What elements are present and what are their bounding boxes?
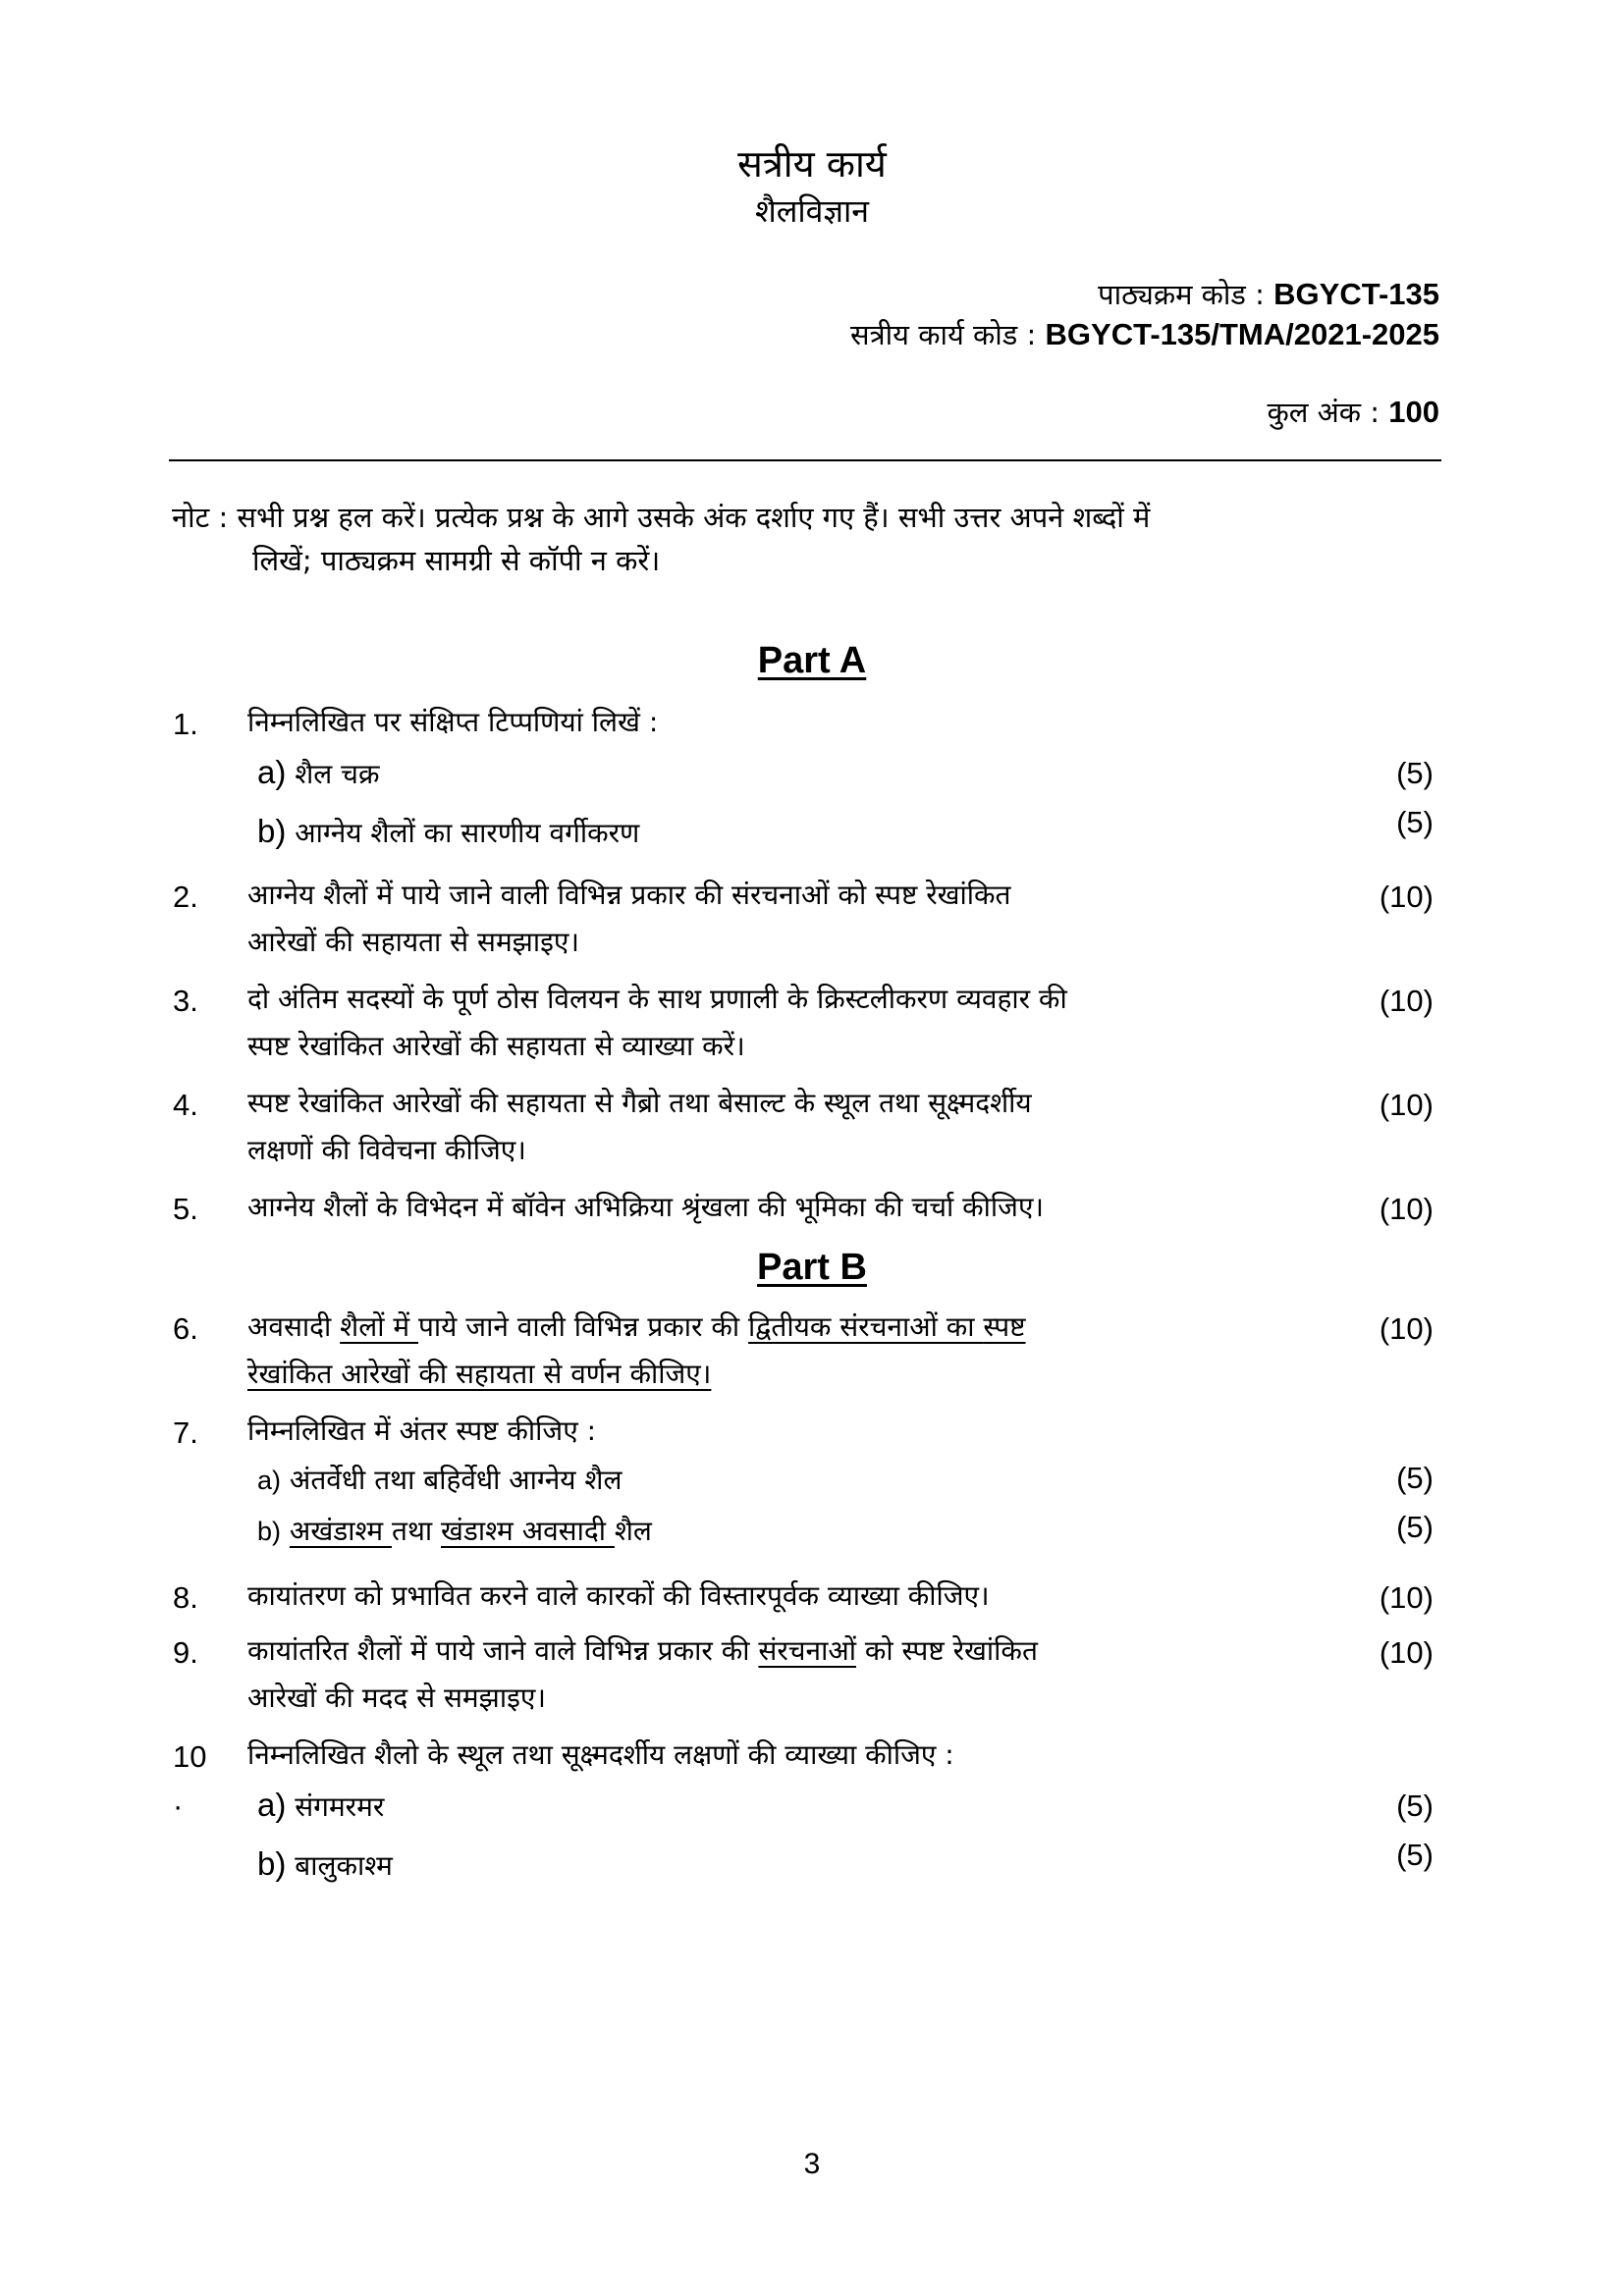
- question-1b: [257, 813, 639, 851]
- text-segment: पाये जाने वाली विभिन्न प्रकार की: [418, 1310, 749, 1343]
- question-line: स्पष्ट रेखांकित आरेखों की सहायता से व्याख्या करें।: [247, 1030, 745, 1062]
- question-4-text: [247, 1080, 1318, 1174]
- sub-text: बालुकाश्म: [295, 1849, 393, 1882]
- assignment-code-label: सत्रीय कार्य कोड :: [850, 318, 1037, 351]
- question-10b: [257, 1845, 393, 1884]
- sub-text: शैल चक्र: [295, 758, 380, 790]
- question-line: दो अंतिम सदस्यों के पूर्ण ठोस विलयन के साथ प्रणाली के क्रिस्टलीकरण व्यवहार की: [247, 983, 1067, 1015]
- question-line: लक्षणों की विवेचना कीजिए।: [247, 1134, 526, 1166]
- question-number: 7.: [173, 1415, 198, 1450]
- question-8-text: कायांतरण को प्रभावित करने वाले कारकों की विस्तारपूर्वक व्याख्या कीजिए।: [247, 1579, 990, 1612]
- question-number: 1.: [173, 707, 198, 741]
- question-2-text: [247, 872, 1318, 966]
- text-segment: को स्पष्ट रेखांकित: [855, 1634, 1038, 1667]
- page-subtitle: शैलविज्ञान: [754, 192, 870, 230]
- underlined-text: स्पष्ट: [983, 1310, 1026, 1343]
- sub-text: अंतर्वेधी तथा बहिर्वेधी आग्नेय शैल: [289, 1464, 623, 1496]
- text-segment: अवसादी: [247, 1310, 341, 1343]
- marks: (5): [1396, 1789, 1434, 1823]
- sub-letter: b): [257, 1845, 287, 1882]
- question-7a: [257, 1461, 622, 1498]
- part-b-heading: Part B: [757, 1247, 867, 1288]
- header-divider: [169, 459, 1441, 461]
- marks: (5): [1396, 805, 1434, 839]
- question-5-text: आग्नेय शैलों के विभेदन में बॉवेन अभिक्रिया श्रृंखला की भूमिका की चर्चा कीजिए।: [247, 1191, 1045, 1223]
- sub-text: आग्नेय शैलों का सारणीय वर्गीकरण: [295, 817, 640, 849]
- total-marks: 100: [1388, 395, 1439, 429]
- instructions-note: [172, 496, 1448, 582]
- question-9-text: [247, 1628, 1318, 1722]
- question-number: 10: [173, 1739, 207, 1774]
- sub-text: संगमरमर: [295, 1790, 385, 1823]
- question-7b: [257, 1512, 652, 1549]
- page-title: सत्रीय कार्य: [737, 142, 887, 186]
- question-number: 8.: [173, 1580, 198, 1615]
- marks: (10): [1379, 1311, 1434, 1346]
- question-line: आग्नेय शैलों में पाये जाने वाली विभिन्न प्रकार की संरचनाओं को स्पष्ट रेखांकित: [247, 879, 1011, 911]
- note-line-1: नोट : सभी प्रश्न हल करें। प्रत्येक प्रश्न के आगे उसके अंक दर्शाए गए हैं। सभी उत्तर अपने शब्दों में: [172, 501, 1151, 534]
- question-10a: [257, 1787, 384, 1825]
- marks: (5): [1396, 1461, 1434, 1495]
- marks: (10): [1379, 1192, 1434, 1226]
- course-code-label: पाठ्यक्रम कोड :: [1098, 278, 1265, 311]
- marks: (5): [1396, 1510, 1434, 1544]
- question-number-dot: ·: [173, 1789, 184, 1823]
- marks: (10): [1379, 1635, 1434, 1670]
- marks: (5): [1396, 756, 1434, 790]
- question-line: आरेखों की सहायता से समझाइए।: [247, 926, 579, 958]
- page-number: 3: [803, 2148, 821, 2180]
- question-line: [247, 1351, 1318, 1398]
- underlined-text: खंडाश्म अवसादी: [441, 1515, 615, 1547]
- assignment-code: BGYCT-135/TMA/2021-2025: [1045, 317, 1439, 351]
- marks: (10): [1379, 1580, 1434, 1615]
- question-line: [247, 1628, 1318, 1675]
- question-1-text: निम्नलिखित पर संक्षिप्त टिप्पणियां लिखें :: [247, 706, 659, 738]
- question-3-text: [247, 976, 1318, 1070]
- question-1a: [257, 754, 379, 792]
- question-number: 3.: [173, 984, 198, 1018]
- total-marks-label: कुल अंक :: [1267, 396, 1380, 429]
- sub-letter: b): [257, 813, 287, 849]
- course-code-line: [1098, 275, 1439, 313]
- question-number: 5.: [173, 1192, 198, 1226]
- underlined-text: द्वितीयक संरचनाओं का: [748, 1310, 984, 1343]
- question-line: [247, 1304, 1318, 1351]
- assignment-code-line: [850, 315, 1439, 353]
- question-line: स्पष्ट रेखांकित आरेखों की सहायता से गैब्रो तथा बेसाल्ट के स्थूल तथा सूक्ष्मदर्शीय: [247, 1087, 1032, 1119]
- question-number: 4.: [173, 1088, 198, 1122]
- text-segment: कायांतरित शैलों में पाये जाने वाले विभिन्न प्रकार की: [247, 1634, 759, 1667]
- marks: (10): [1379, 880, 1434, 914]
- sub-letter: a): [257, 1787, 287, 1823]
- question-10-text: निम्नलिखित शैलो के स्थूल तथा सूक्ष्मदर्शीय लक्षणों की व्याख्या कीजिए :: [247, 1738, 954, 1771]
- sub-letter: a): [257, 754, 287, 790]
- question-number: 9.: [173, 1635, 198, 1670]
- note-line-2: लिखें; पाठ्यक्रम सामग्री से कॉपी न करें।: [252, 544, 661, 577]
- text-segment: तथा: [392, 1515, 442, 1547]
- sub-letter: b): [257, 1517, 282, 1546]
- course-code: BGYCT-135: [1273, 277, 1439, 311]
- marks: (5): [1396, 1838, 1434, 1872]
- underlined-text: शैलों में: [340, 1310, 418, 1343]
- question-line: आरेखों की मदद से समझाइए।: [247, 1682, 546, 1714]
- question-7-text: निम्नलिखित में अंतर स्पष्ट कीजिए :: [247, 1415, 597, 1447]
- marks: (10): [1379, 1088, 1434, 1122]
- part-a-heading: Part A: [757, 640, 867, 681]
- question-number: 2.: [173, 880, 198, 914]
- question-number: 6.: [173, 1311, 198, 1346]
- underlined-text: रेखांकित आरेखों की सहायता से वर्णन कीजिए।: [247, 1358, 712, 1390]
- underlined-text: अखंडाश्म: [289, 1515, 392, 1547]
- text-segment: शैल: [614, 1515, 652, 1547]
- marks: (10): [1379, 984, 1434, 1018]
- underlined-text: संरचनाओं: [758, 1634, 856, 1667]
- total-marks-line: [1267, 393, 1439, 431]
- sub-letter: a): [257, 1466, 282, 1495]
- question-6-text: [247, 1304, 1318, 1398]
